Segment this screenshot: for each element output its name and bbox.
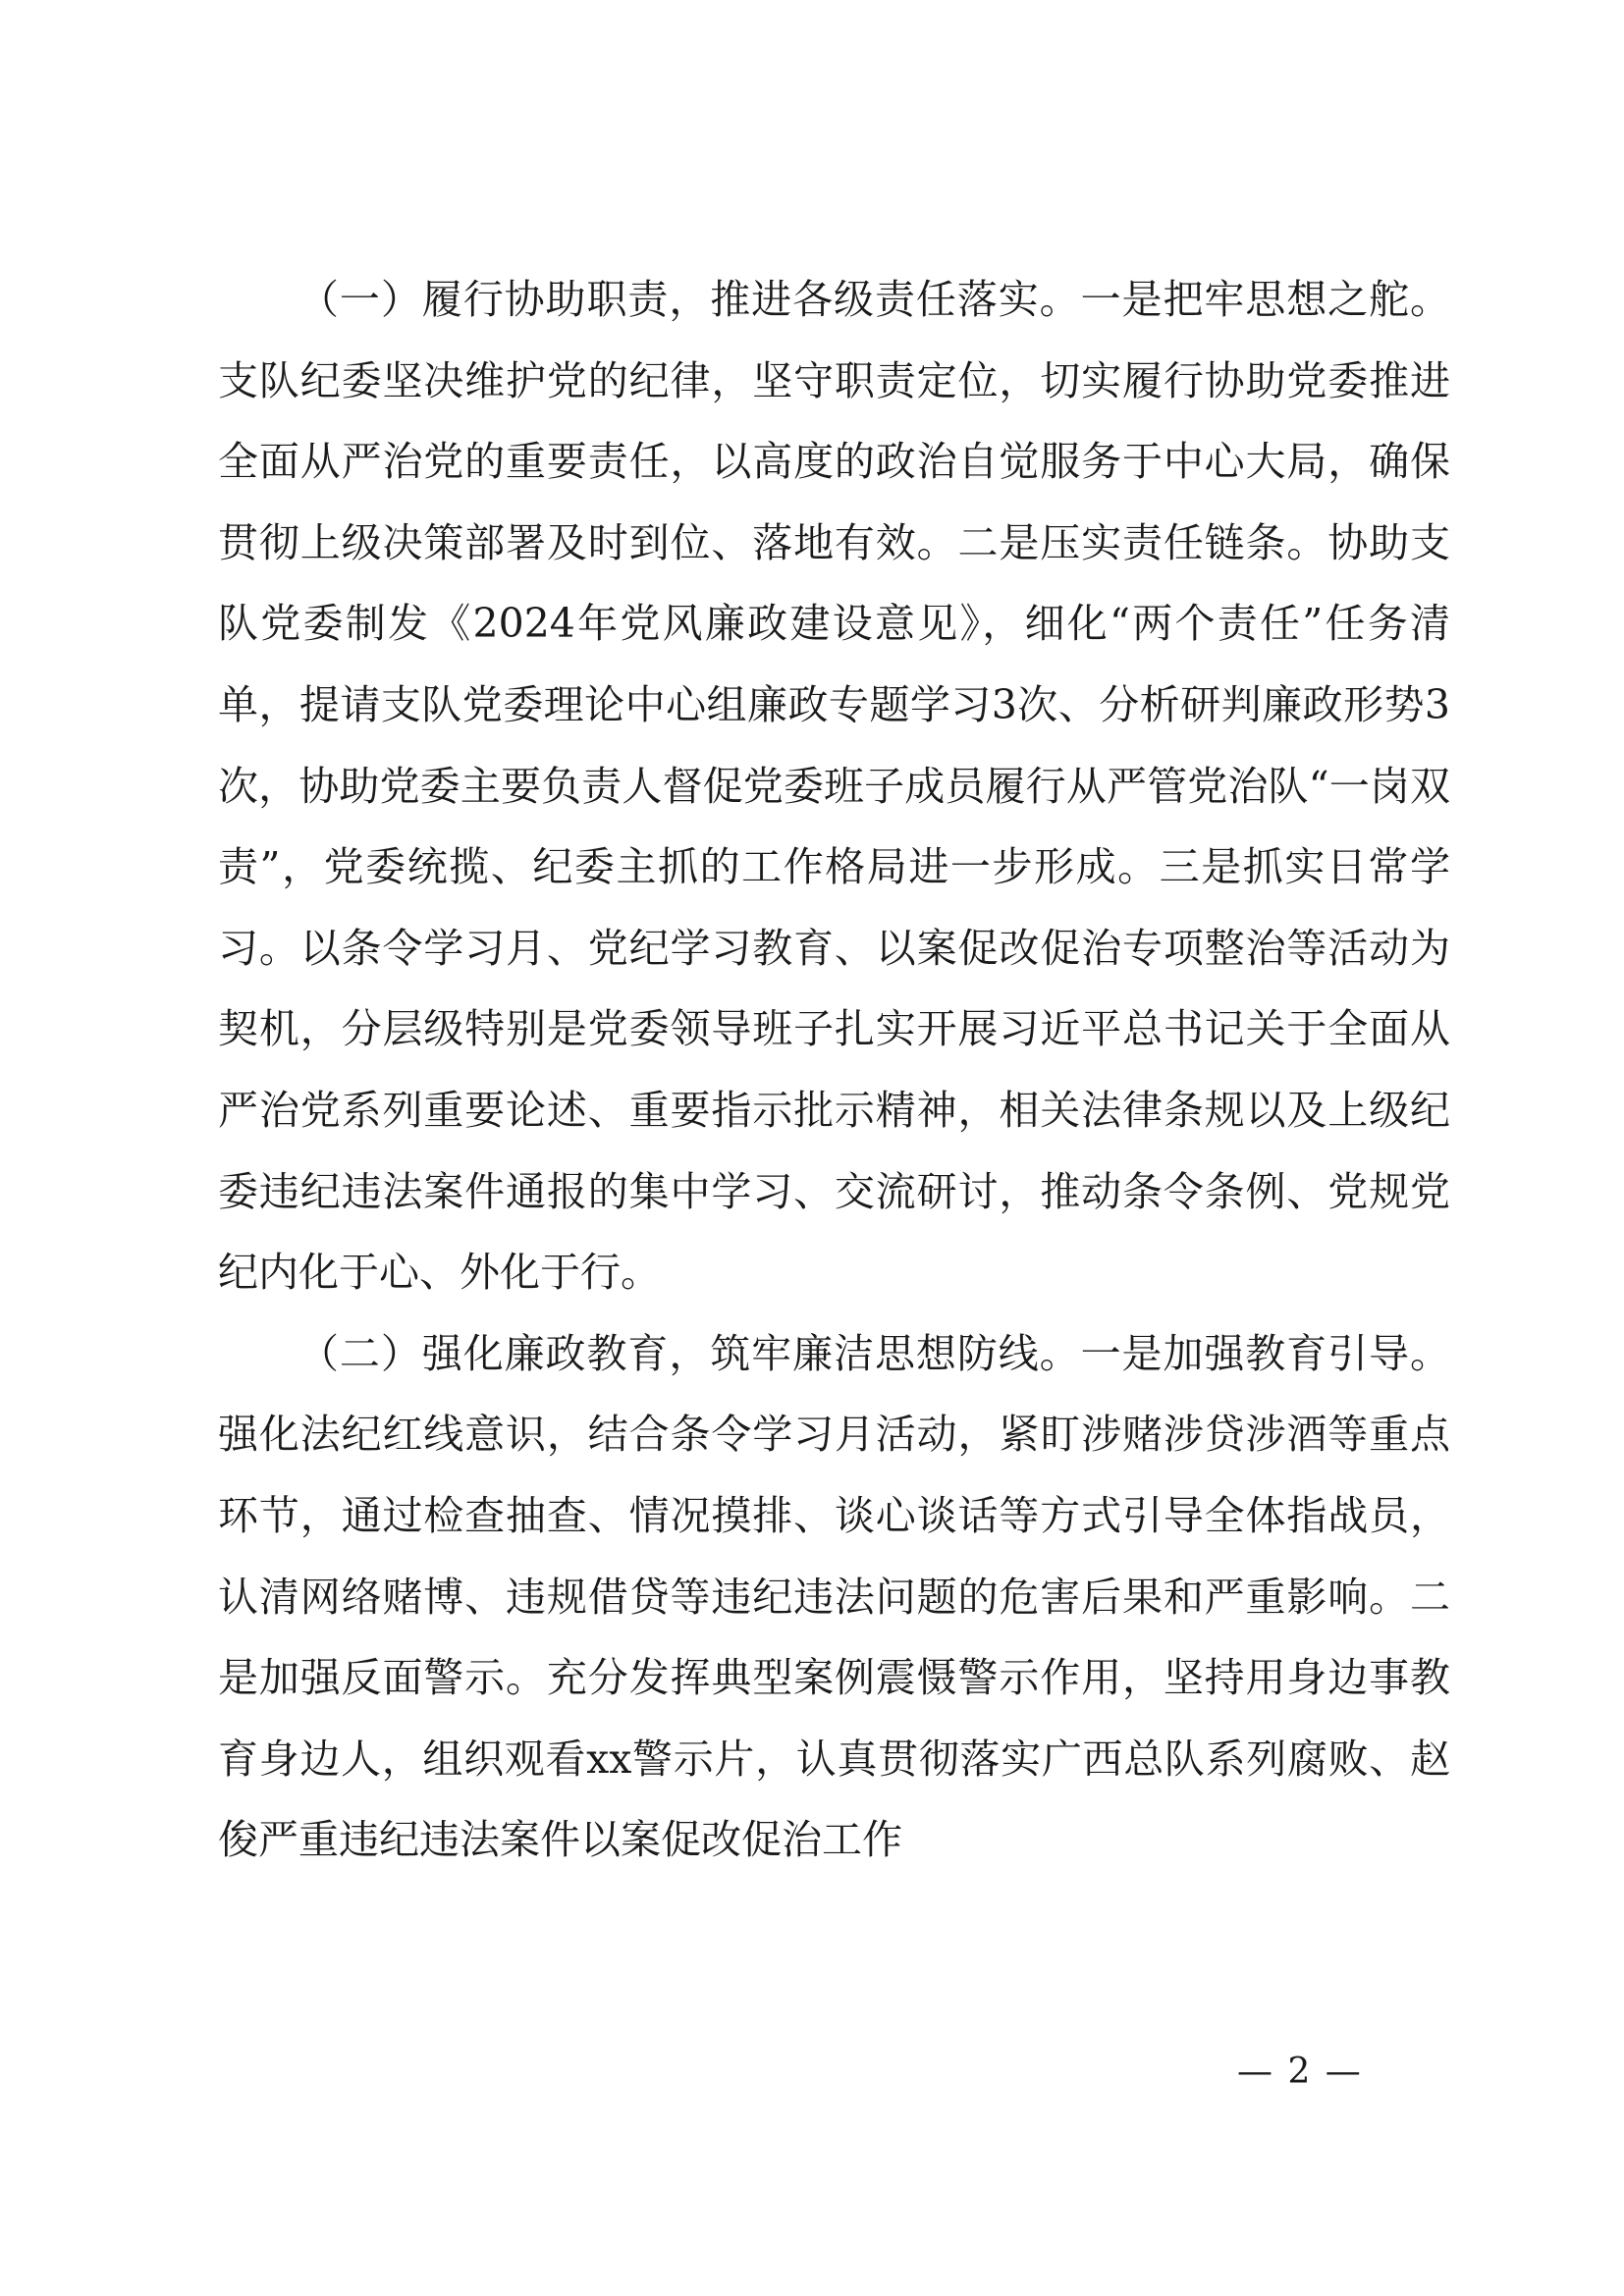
section-body-2: 一是加强教育引导。强化法纪红线意识，结合条令学习月活动，紧盯涉赌涉贷涉酒等重点环节，通过检查抽查、情况摸排、谈心谈话等方式引导全体指战员，认清网络赌博、违规借贷等违纪违法问题的危害后果和严重影响。二是加强反面警示。充分发挥典型案例震慑警示作用，坚持用身边事教育身边人，组织观看xx警示片，认真贯彻落实广西总队系列腐败、赵俊严重违纪违法案件以案促改促治工作: [218, 1329, 1451, 1864]
paragraph-1: [218, 259, 1450, 1313]
section-heading-2: （二）强化廉政教育，筑牢廉洁思想防线。: [298, 1329, 1081, 1377]
section-body-1: 一是把牢思想之舵。支队纪委坚决维护党的纪律，坚守职责定位，切实履行协助党委推进全面从严治党的重要责任，以高度的政治自觉服务于中心大局，确保贯彻上级决策部署及时到位、落地有效。二是压实责任链条。协助支队党委制发《2024年党风廉政建设意见》，细化“两个责任”任务清单，提请支队党委理论中心组廉政专题学习3次、分析研判廉政形势3次，协助党委主要负责人督促党委班子成员履行从严管党治队“一岗双责”，党委统揽、纪委主抓的工作格局进一步形成。三是抓实日常学习。以条令学习月、党纪学习教育、以案促改促治专项整治等活动为契机，分层级特别是党委领导班子扎实开展习近平总书记关于全面从严治党系列重要论述、重要指示批示精神，相关法律条规以及上级纪委违纪违法案件通报的集中学习、交流研讨，推动条令条例、党规党纪内化于心、外化于行。: [218, 276, 1451, 1297]
document-body: [218, 259, 1450, 1881]
page-number: — 2 —: [1237, 2052, 1363, 2092]
paragraph-2: [218, 1313, 1450, 1881]
section-heading-1: （一）履行协助职责，推进各级责任落实。: [298, 276, 1081, 323]
